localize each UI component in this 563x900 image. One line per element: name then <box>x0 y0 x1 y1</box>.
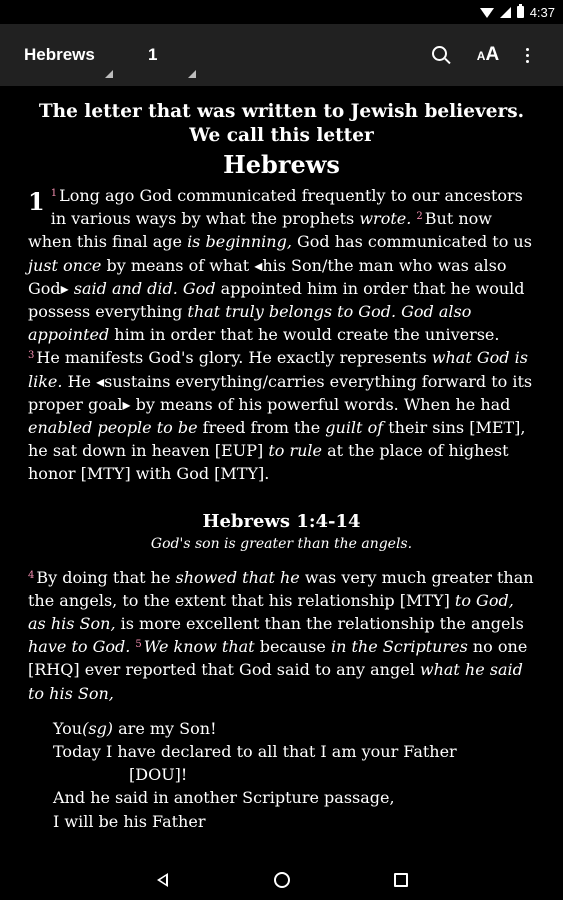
status-bar <box>0 0 563 24</box>
back-button[interactable] <box>132 860 192 900</box>
home-icon <box>274 872 290 888</box>
verse-paragraph <box>28 566 535 705</box>
verse-text: him in order that he would create the universe. <box>109 325 500 345</box>
italic-text: that truly belongs to God. God also appointed <box>28 302 472 345</box>
verse-text: was very much greater than the angels, to the extent that his relationship [MTY] <box>28 567 534 610</box>
verse-text: at the place of highest honor [MTY] with God [MTY]. <box>28 441 509 484</box>
italic-text: is beginning, <box>187 232 292 252</box>
book-selector[interactable] <box>12 24 115 86</box>
poetry-line: You(sg) are my Son! <box>53 718 217 738</box>
poetry-line: [DOU]! <box>129 765 188 785</box>
chapter-label: 1 <box>148 45 158 64</box>
italic-text: what he said to his Son, <box>28 660 523 703</box>
status-time: 4:37 <box>529 4 555 20</box>
italic-text: in the Scriptures <box>330 637 468 657</box>
intro-title: The letter that was written to Jewish believers. We call this letter <box>38 101 525 146</box>
book-title: Hebrews <box>223 150 340 179</box>
verse-text: is more excellent than the relationship the angels <box>115 614 524 634</box>
italic-text: guilt of <box>325 418 384 438</box>
verse-text: their sins [MET], he sat down in heaven [EUP] <box>28 418 526 461</box>
verse-number: 3 <box>28 350 35 362</box>
dropdown-corner-icon <box>188 70 196 78</box>
poetry-line: I will be his Father <box>53 811 206 831</box>
recents-icon <box>394 873 408 887</box>
chapter-paragraph <box>28 184 535 486</box>
home-button[interactable] <box>252 860 312 900</box>
text-size-button[interactable] <box>470 24 506 86</box>
chapter-selector[interactable] <box>132 24 198 86</box>
book-label: Hebrews <box>24 45 95 64</box>
italic-text: to God, as his Son, <box>28 590 514 634</box>
italic-text: said and did. God <box>73 278 216 298</box>
verse-text: He ◂sustains everything/carries everything forward to its proper goal▸ by means of his powerful words. When he had <box>28 371 533 414</box>
back-icon <box>157 873 168 887</box>
poetry-line: Today I have declared to all that I am your Father <box>53 742 457 762</box>
italic-text: wrote. <box>359 209 412 229</box>
chapter-number: 1 <box>28 187 45 216</box>
section-heading: Hebrews 1:4-14 <box>202 510 361 532</box>
battery-icon <box>517 6 524 18</box>
verse-text: By doing that he <box>36 567 176 587</box>
signal-icon <box>500 7 511 18</box>
scripture-content[interactable] <box>0 86 563 860</box>
verse-text: God has communicated to us <box>291 232 532 252</box>
overflow-menu-icon <box>526 48 529 63</box>
italic-text: what God is like. <box>28 348 528 391</box>
verse-number: 5 <box>135 639 142 651</box>
dropdown-corner-icon <box>105 70 113 78</box>
verse-text: no one [RHQ] ever reported that God said to any angel <box>28 637 528 680</box>
text-size-icon: AA <box>476 44 500 65</box>
section-subtitle: God's son is greater than the angels. <box>150 535 413 552</box>
verse-text: freed from the <box>197 418 326 438</box>
verse-number: 4 <box>28 569 35 581</box>
verse-text: appointed him in order that he would possess everything <box>28 278 525 322</box>
verse-text: by means of what ◂his Son/the man who was also God▸ <box>28 255 507 298</box>
verse-number: 1 <box>50 188 58 199</box>
app-toolbar <box>0 24 563 86</box>
search-button[interactable] <box>423 24 459 86</box>
wifi-icon <box>480 8 494 18</box>
verse-text: He manifests God's glory. He exactly represents <box>36 348 432 368</box>
recents-button[interactable] <box>371 860 431 900</box>
italic-text: We know that <box>143 637 255 657</box>
italic-text: have to God. <box>28 637 131 657</box>
system-nav-bar <box>0 860 563 900</box>
poetry-block <box>28 717 535 833</box>
verse-number: 2 <box>416 211 423 223</box>
italic-text: enabled people to be <box>28 418 198 438</box>
verse-text: Long ago God communicated frequently to our ancestors in various ways by what the prophets <box>50 186 523 229</box>
verse-text: But now when this final age <box>28 209 492 252</box>
overflow-menu-button[interactable] <box>509 24 545 86</box>
search-icon <box>432 46 447 61</box>
italic-text: to rule <box>268 441 322 461</box>
poetry-line: And he said in another Scripture passage, <box>53 788 395 808</box>
italic-text: just once <box>28 255 102 275</box>
verse-text: because <box>254 637 331 657</box>
italic-text: showed that he <box>175 567 300 587</box>
